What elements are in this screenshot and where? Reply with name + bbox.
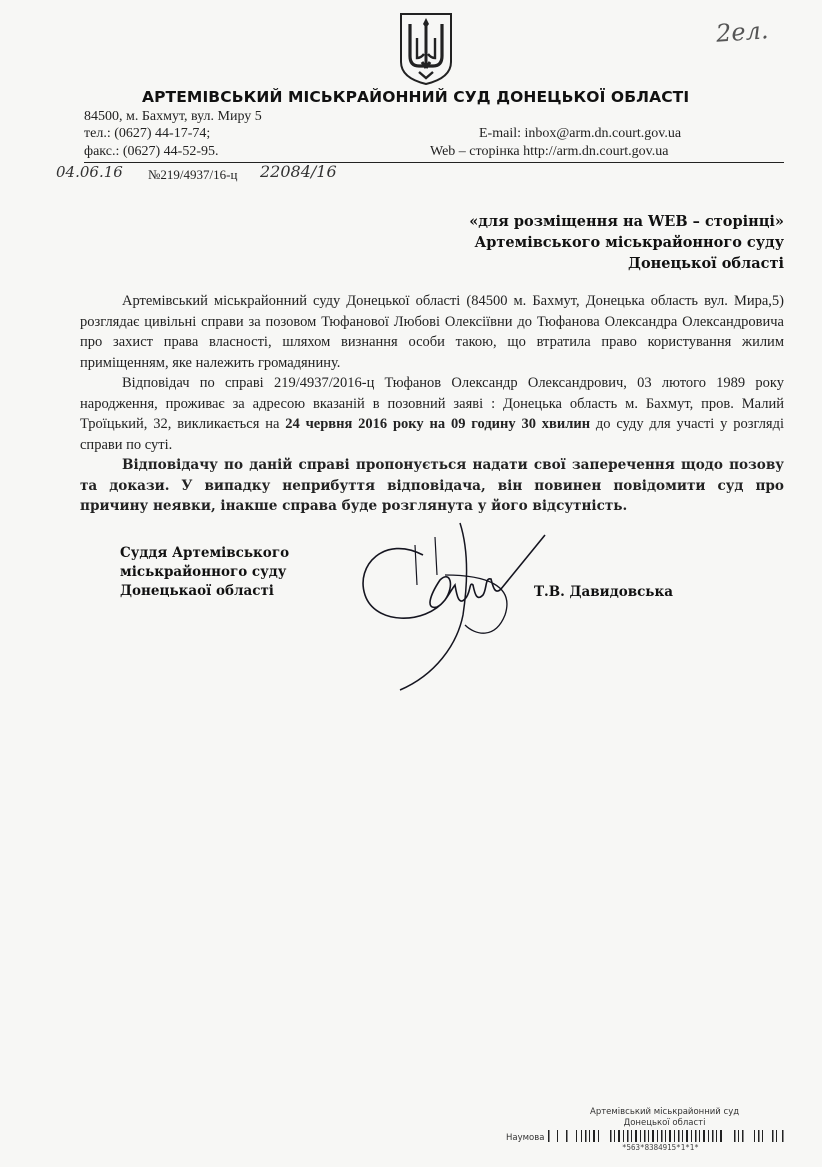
handwritten-signature [345, 515, 565, 695]
footer-court-label [590, 1107, 739, 1129]
court-address: 84500, м. Бахмут, вул. Миру 5 [84, 109, 262, 124]
addressee-line-3: Донецької області [628, 255, 784, 272]
trident-emblem-icon [397, 12, 455, 86]
court-fax: факс.: (0627) 44-52-95. [84, 144, 219, 159]
judge-name: Т.В. Давидовська [534, 584, 673, 600]
addressee-line-2: Артемівського міськрайонного суду [474, 234, 784, 251]
addressee-line-1: «для розміщення на WEB – сторінці» [469, 213, 784, 230]
body-paragraph-2-start: Відповідач по справі 219/4937/2016-ц Тюфанов Олександр Олександрович, 03 лютого 1989 року народження, проживає за адресою вказаній в позовний заяві : Донецька область м. Бахмут, пров. Малий Троїцький, 32, викликається на [80, 375, 784, 432]
footer-court-line-1: Артемівський міськрайонний суд [590, 1107, 740, 1117]
body-paragraph-2-end: до суду для участі у розгляді справи по суті. [80, 416, 785, 453]
barcode [548, 1130, 784, 1142]
court-phone: тел.: (0627) 44-17-74; [84, 126, 211, 141]
handwritten-date: 04.06.16 [56, 163, 123, 181]
hearing-date: 24 червня 2016 року на 09 годину 30 хвилин [285, 416, 591, 432]
court-website: Web – сторінка http://arm.dn.court.gov.ua [430, 144, 669, 159]
judge-title-line-2: міськрайонного суду [120, 564, 287, 580]
body-paragraph-3: Відповідачу по даній справі пропонується надати свої заперечення щодо позову та докази. У випадку неприбуття відповідача, він повинен повідомити суд про причину неявки, інакше справа буде розглянута у його відсутність. [80, 457, 784, 514]
case-number: №219/4937/16-ц [148, 167, 238, 182]
letter-body [80, 291, 784, 517]
handwritten-corner-mark: 2ел. [715, 16, 770, 48]
executor-name: Наумова [506, 1133, 545, 1143]
body-paragraph-2 [80, 373, 784, 455]
judge-title-line-1: Суддя Артемівського [120, 545, 290, 561]
court-email: E-mail: inbox@arm.dn.court.gov.ua [479, 126, 682, 141]
footer-court-line-2: Донецької області [623, 1118, 706, 1128]
barcode-number: *563*8384915*1*1* [622, 1143, 699, 1152]
handwritten-outgoing-number: 22084/16 [260, 162, 337, 181]
outgoing-reference [56, 160, 376, 190]
body-paragraph-1: Артемівський міськрайонний суду Донецької області (84500 м. Бахмут, Донецька область вул. Мира,5) розглядає цивільні справи за позовом Тюфанової Любові Олексіївни до Тюфанова Олександра Олександровича про захист права власності, шляхом визнання особи такою, що втратила право користування жилим приміщенням, яке належить громадянину. [80, 293, 784, 371]
judge-title [120, 544, 289, 601]
judge-title-line-3: Донецькаої області [120, 583, 274, 599]
court-name-heading: АРТЕМІВСЬКИЙ МІСЬКРАЙОННИЙ СУД ДОНЕЦЬКОЇ ОБЛАСТІ [142, 88, 690, 106]
